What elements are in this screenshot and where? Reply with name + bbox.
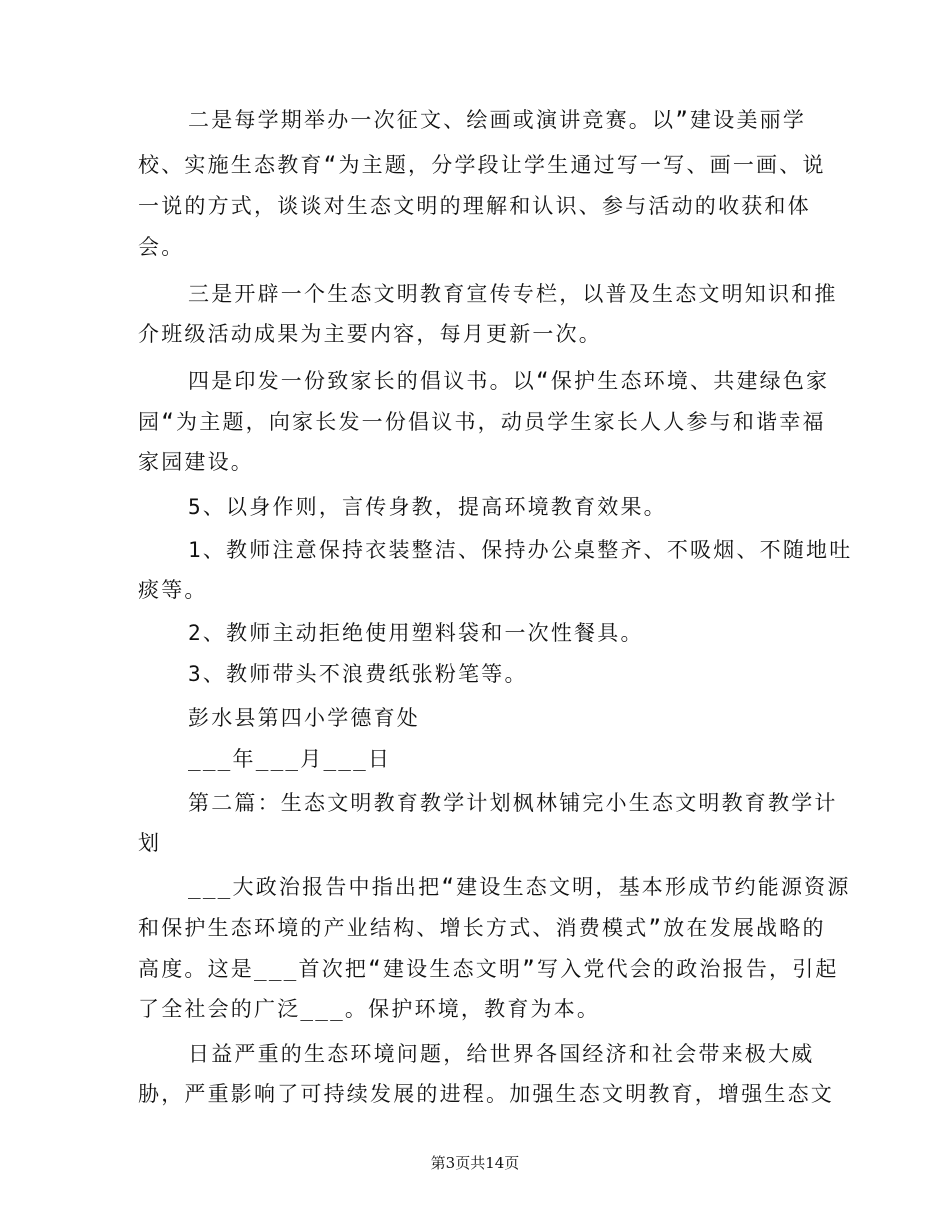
paragraph-line: 三是开辟一个生态文明教育宣传专栏，以普及生态文明知识和推 — [188, 282, 838, 306]
paragraph-line: 四是印发一份致家长的倡议书。以“保护生态环境、共建绿色家 — [188, 369, 830, 393]
paragraph-line: 一说的方式，谈谈对生态文明的理解和认识、参与活动的收获和体 — [138, 194, 811, 218]
signature-line: 彭水县第四小学德育处 — [188, 706, 420, 730]
paragraph-line: 胁，严重影响了可持续发展的进程。加强生态文明教育，增强生态文 — [138, 1082, 834, 1106]
paragraph-line: 3、教师带头不浪费纸张粉笔等。 — [188, 662, 528, 686]
paragraph-line: 二是每学期举办一次征文、绘画或演讲竞赛。以”建设美丽学 — [188, 108, 807, 132]
paragraph-line: 和保护生态环境的产业结构、增长方式、消费模式”放在发展战略的 — [138, 916, 826, 940]
paragraph-line: 会。 — [138, 235, 185, 259]
paragraph-line: 日益严重的生态环境问题，给世界各国经济和社会带来极大威 — [188, 1042, 815, 1066]
paragraph-line: 高度。这是___首次把“建设生态文明”写入党代会的政治报告，引起 — [138, 957, 839, 981]
paragraph-line: 了全社会的广泛___。保护环境，教育为本。 — [138, 997, 601, 1021]
section-heading: 第二篇：生态文明教育教学计划枫林铺完小生态文明教育教学计 — [188, 791, 838, 815]
section-heading: 划 — [138, 831, 162, 855]
paragraph-line: 痰等。 — [138, 578, 208, 602]
paragraph-line: 校、实施生态教育“为主题，分学段让学生通过写一写、画一画、说 — [138, 153, 826, 177]
page-number: 第3页共14页 — [430, 1154, 520, 1172]
paragraph-line: 5、以身作则，言传身教，提高环境教育效果。 — [188, 495, 667, 519]
paragraph-line: ___大政治报告中指出把“建设生态文明，基本形成节约能源资源 — [188, 875, 851, 899]
paragraph-line: 介班级活动成果为主要内容，每月更新一次。 — [138, 322, 602, 346]
paragraph-line: 2、教师主动拒绝使用塑料袋和一次性餐具。 — [188, 621, 644, 645]
paragraph-line: 1、教师注意保持衣装整洁、保持办公桌整齐、不吸烟、不随地吐 — [188, 538, 853, 562]
paragraph-line: 园“为主题，向家长发一份倡议书，动员学生家长人人参与和谐幸福 — [138, 410, 826, 434]
date-line: ___年___月___日 — [188, 747, 392, 771]
paragraph-line: 家园建设。 — [138, 450, 254, 474]
